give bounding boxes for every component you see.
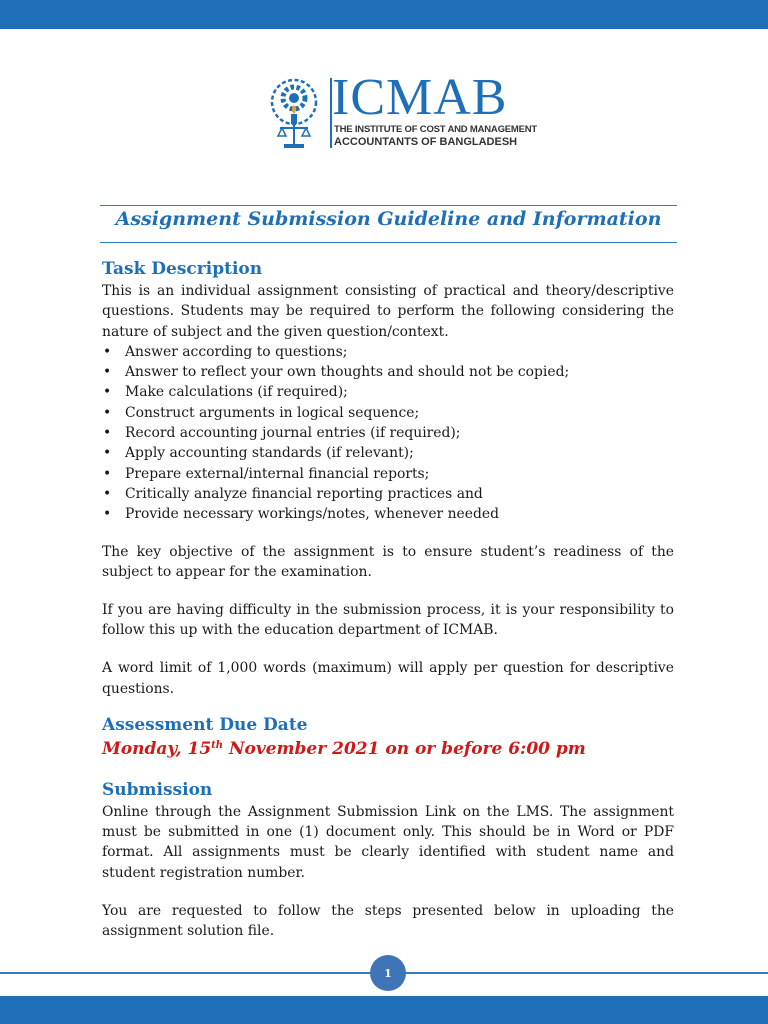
task-bullet-list bbox=[102, 342, 674, 525]
logo-name: ICMAB bbox=[332, 69, 508, 126]
objective-paragraph: The key objective of the assignment is to ensure student’s readiness of the subject to appear for the examination. bbox=[102, 544, 674, 581]
list-item: • Answer according to questions; bbox=[102, 342, 674, 362]
title-rule-top bbox=[100, 205, 677, 206]
top-banner bbox=[0, 0, 768, 29]
task-intro-paragraph: This is an individual assignment consisting of practical and theory/descriptive questions. Students may be required to perform the following considering the nature of subject and the given question/context. bbox=[102, 283, 674, 340]
document-body bbox=[102, 258, 674, 941]
list-item: • Provide necessary workings/notes, whenever needed bbox=[102, 504, 674, 524]
icmab-emblem-icon bbox=[270, 74, 326, 156]
list-item: • Apply accounting standards (if relevant); bbox=[102, 443, 674, 463]
difficulty-paragraph: If you are having difficulty in the submission process, it is your responsibility to follow this up with the education department of ICMAB. bbox=[102, 602, 674, 639]
list-item: • Construct arguments in logical sequence; bbox=[102, 403, 674, 423]
document-title: Assignment Submission Guideline and Information bbox=[115, 208, 662, 230]
due-date-heading: Assessment Due Date bbox=[102, 714, 308, 735]
icmab-logo bbox=[270, 69, 550, 156]
list-item: • Critically analyze financial reporting practices and bbox=[102, 484, 674, 504]
list-item: • Make calculations (if required); bbox=[102, 382, 674, 402]
logo-subtitle-line1: THE INSTITUTE OF COST AND MANAGEMENT bbox=[334, 124, 538, 135]
due-date-value: Monday, 15th November 2021 on or before 6:00 pm bbox=[102, 738, 586, 759]
word-limit-paragraph: A word limit of 1,000 words (maximum) will apply per question for descriptive questions. bbox=[102, 660, 674, 697]
upload-steps-paragraph: You are requested to follow the steps presented below in uploading the assignment solution file. bbox=[102, 902, 674, 939]
submission-heading: Submission bbox=[102, 779, 213, 800]
page-number-badge: 1 bbox=[370, 955, 406, 991]
submission-paragraph: Online through the Assignment Submission Link on the LMS. The assignment must be submitted in one (1) document only. This should be in Word or PDF format. All assignments must be clearly identified with student name and student registration number. bbox=[102, 803, 674, 881]
task-description-heading: Task Description bbox=[102, 259, 263, 279]
list-item: • Answer to reflect your own thoughts and should not be copied; bbox=[102, 362, 674, 382]
list-item: • Prepare external/internal financial reports; bbox=[102, 464, 674, 484]
bottom-banner bbox=[0, 996, 768, 1024]
title-rule-bottom bbox=[100, 242, 677, 243]
list-item: • Record accounting journal entries (if required); bbox=[102, 423, 674, 443]
logo-subtitle-line2: ACCOUNTANTS OF BANGLADESH bbox=[334, 136, 518, 148]
